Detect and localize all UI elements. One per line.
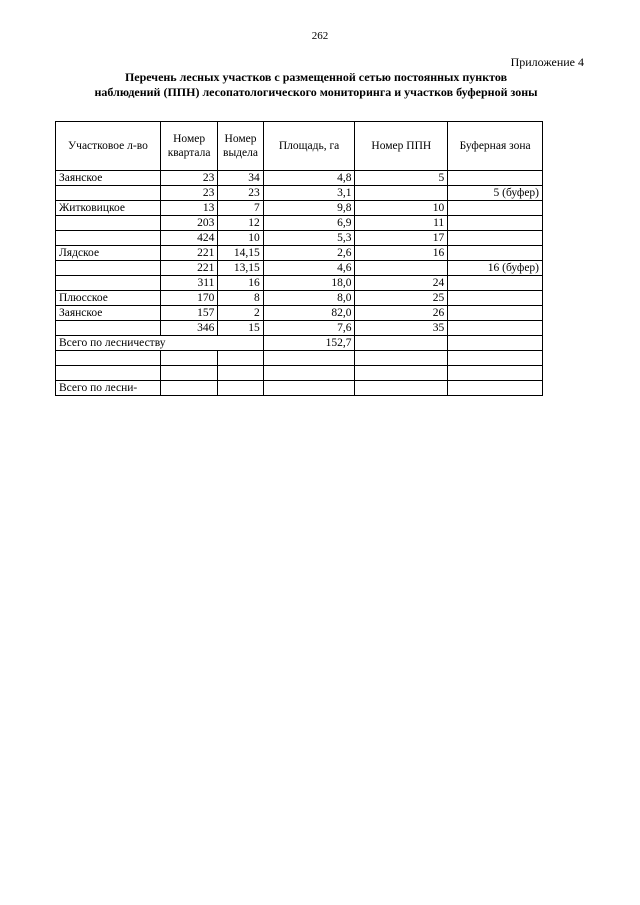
- cell-buffer: [448, 336, 543, 351]
- total-row: [56, 336, 543, 351]
- table-row: [56, 186, 543, 201]
- cell-quarter: 221: [160, 246, 217, 261]
- cell-area: 6,9: [263, 216, 355, 231]
- cell-buffer: [448, 201, 543, 216]
- table-row: [56, 321, 543, 336]
- cell-forestry: [56, 186, 161, 201]
- total-label: Всего по лесничеству: [56, 336, 264, 351]
- cell-area: 82,0: [263, 306, 355, 321]
- cell-area: 18,0: [263, 276, 355, 291]
- cell-ppn: 10: [355, 201, 448, 216]
- table-row: [56, 246, 543, 261]
- title-line-2: наблюдений (ППН) лесопатологического мониторинга и участков буферной зоны: [94, 85, 538, 99]
- cell-ppn: 5: [355, 171, 448, 186]
- cell-quarter: [160, 366, 217, 381]
- cell-area: 2,6: [263, 246, 355, 261]
- cell-forestry: [56, 276, 161, 291]
- table-row: [56, 291, 543, 306]
- cell-area: [263, 381, 355, 396]
- cell-buffer: [448, 276, 543, 291]
- ppn-table: [55, 121, 543, 396]
- empty-row: [56, 351, 543, 366]
- cell-buffer: [448, 231, 543, 246]
- cell-area: 5,3: [263, 231, 355, 246]
- cell-allotment: 2: [218, 306, 263, 321]
- cell-quarter: 221: [160, 261, 217, 276]
- cell-allotment: 13,15: [218, 261, 263, 276]
- cell-buffer: [448, 306, 543, 321]
- header-buffer: Буферная зона: [448, 122, 543, 171]
- cell-allotment: [218, 381, 263, 396]
- cell-allotment: 14,15: [218, 246, 263, 261]
- cell-ppn: [355, 366, 448, 381]
- cell-buffer: [448, 351, 543, 366]
- last-row: [56, 381, 543, 396]
- cell-buffer: [448, 246, 543, 261]
- cell-forestry: Заянское: [56, 171, 161, 186]
- cell-quarter: [160, 351, 217, 366]
- header-area: Площадь, га: [263, 122, 355, 171]
- appendix-label: Приложение 4: [510, 55, 584, 69]
- cell-quarter: 13: [160, 201, 217, 216]
- cell-quarter: 23: [160, 186, 217, 201]
- cell-quarter: 157: [160, 306, 217, 321]
- cell-ppn: [355, 186, 448, 201]
- cell-allotment: 12: [218, 216, 263, 231]
- cell-ppn: 24: [355, 276, 448, 291]
- cell-forestry: Плюсское: [56, 291, 161, 306]
- cell-quarter: [160, 381, 217, 396]
- cell-quarter: 346: [160, 321, 217, 336]
- cell-quarter: 424: [160, 231, 217, 246]
- cell-ppn: 16: [355, 246, 448, 261]
- cell-ppn: 25: [355, 291, 448, 306]
- cell-buffer: [448, 291, 543, 306]
- cell-allotment: 34: [218, 171, 263, 186]
- cell-ppn: [355, 261, 448, 276]
- cell-quarter: 311: [160, 276, 217, 291]
- header-ppn: Номер ППН: [355, 122, 448, 171]
- last-row-label: Всего по лесни-: [56, 381, 161, 396]
- cell-buffer: [448, 171, 543, 186]
- cell-area: 4,8: [263, 171, 355, 186]
- cell-forestry: [56, 216, 161, 231]
- cell-ppn: 17: [355, 231, 448, 246]
- page-number: 262: [311, 30, 329, 42]
- cell-allotment: 8: [218, 291, 263, 306]
- cell-area: 4,6: [263, 261, 355, 276]
- table-row: [56, 306, 543, 321]
- cell-quarter: 23: [160, 171, 217, 186]
- cell-buffer: [448, 321, 543, 336]
- header-forestry: Участковое л-во: [56, 122, 161, 171]
- cell-area: 9,8: [263, 201, 355, 216]
- cell-buffer: [448, 216, 543, 231]
- table-header-row: [56, 122, 543, 171]
- cell-allotment: 16: [218, 276, 263, 291]
- cell-ppn: 26: [355, 306, 448, 321]
- cell-forestry: Заянское: [56, 306, 161, 321]
- cell-allotment: [218, 366, 263, 381]
- table-row: [56, 276, 543, 291]
- header-quarter: Номер квартала: [160, 122, 217, 171]
- cell-ppn: [355, 336, 448, 351]
- cell-area: 3,1: [263, 186, 355, 201]
- cell-quarter: 203: [160, 216, 217, 231]
- table-row: [56, 216, 543, 231]
- cell-ppn: 11: [355, 216, 448, 231]
- cell-area: [263, 366, 355, 381]
- cell-area: [263, 351, 355, 366]
- cell-buffer: 5 (буфер): [448, 186, 543, 201]
- cell-forestry: [56, 231, 161, 246]
- cell-area: 8,0: [263, 291, 355, 306]
- cell-allotment: 10: [218, 231, 263, 246]
- cell-area: 7,6: [263, 321, 355, 336]
- cell-allotment: 15: [218, 321, 263, 336]
- cell-ppn: 35: [355, 321, 448, 336]
- cell-ppn: [355, 381, 448, 396]
- cell-allotment: 7: [218, 201, 263, 216]
- cell-forestry: [56, 321, 161, 336]
- cell-ppn: [355, 351, 448, 366]
- empty-row: [56, 366, 543, 381]
- cell-forestry: Лядское: [56, 246, 161, 261]
- table-row: [56, 231, 543, 246]
- total-area: 152,7: [263, 336, 355, 351]
- cell-buffer: [448, 381, 543, 396]
- table-row: [56, 171, 543, 186]
- cell-allotment: 23: [218, 186, 263, 201]
- cell-allotment: [218, 351, 263, 366]
- cell-forestry: Житковицкое: [56, 201, 161, 216]
- cell-buffer: [448, 366, 543, 381]
- cell-forestry: [56, 351, 161, 366]
- title-line-1: Перечень лесных участков с размещенной сетью постоянных пунктов: [124, 70, 508, 84]
- table-row: [56, 201, 543, 216]
- table-row: [56, 261, 543, 276]
- cell-forestry: [56, 366, 161, 381]
- cell-buffer: 16 (буфер): [448, 261, 543, 276]
- header-allotment: Номер выдела: [218, 122, 263, 171]
- cell-quarter: 170: [160, 291, 217, 306]
- cell-forestry: [56, 261, 161, 276]
- document-title: [56, 70, 576, 100]
